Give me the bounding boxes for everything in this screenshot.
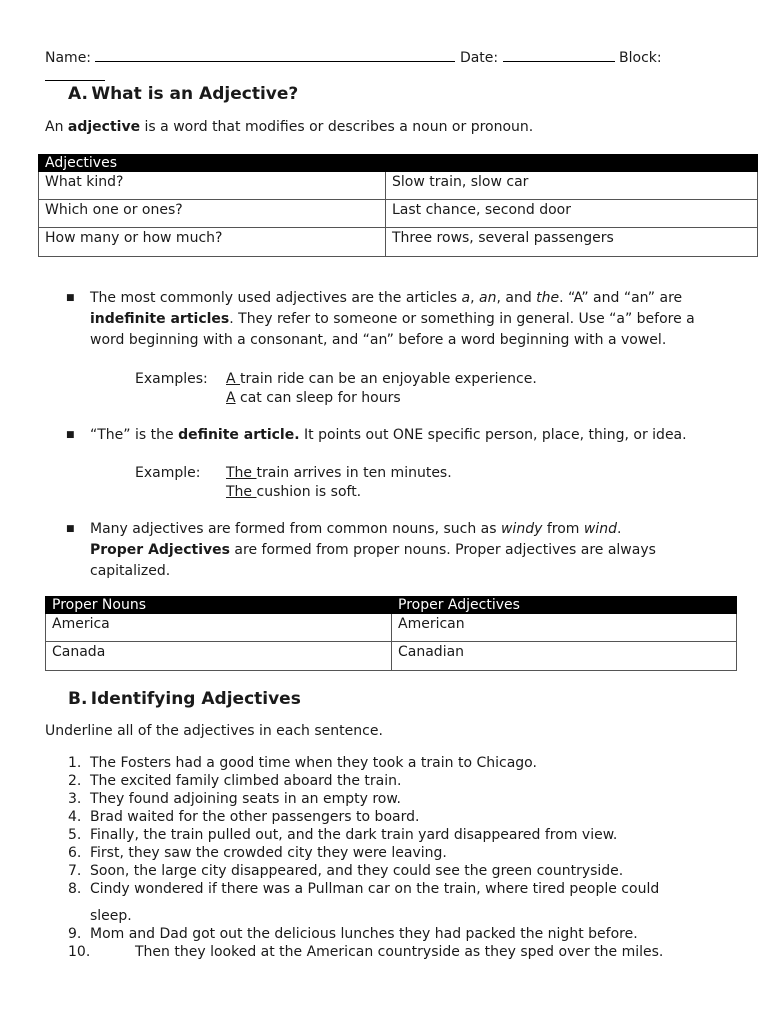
sentence-list	[45, 754, 745, 961]
list-item: 4. Brad waited for the other passengers to board.	[68, 809, 420, 825]
proper-adjectives-header: Proper Adjectives	[392, 597, 737, 614]
example-line: The cushion is soft.	[226, 484, 362, 500]
table-row: How many or how much? Three rows, several passengers	[39, 228, 758, 257]
section-b-title: B. Identifying Adjectives	[68, 689, 301, 709]
example-label: Example:	[135, 465, 201, 481]
adjectives-table-header: Adjectives	[39, 155, 758, 172]
bullet-icon: ■	[66, 293, 75, 303]
header-row	[45, 47, 662, 66]
proper-adjectives-table	[45, 596, 737, 671]
table-row: Which one or ones? Last chance, second door	[39, 200, 758, 228]
date-blank[interactable]	[503, 47, 615, 62]
proper-nouns-header: Proper Nouns	[46, 597, 392, 614]
bullet-indefinite-articles: The most commonly used adjectives are the articles a, an, and the. “A” and “an” are indefinite articles. They refer to someone or something in general. Use “a” before a word beginning with a consonant, and “an” before a word beginning with a vowel.	[90, 290, 695, 348]
list-item: 5. Finally, the train pulled out, and the dark train yard disappeared from view.	[68, 827, 618, 843]
name-blank[interactable]	[95, 47, 455, 62]
list-item: 8. Cindy wondered if there was a Pullman car on the train, where tired people could	[68, 881, 660, 897]
block-blank[interactable]	[45, 66, 105, 81]
example-line: A cat can sleep for hours	[226, 390, 401, 406]
name-label: Name:	[45, 50, 92, 66]
date-label: Date:	[459, 50, 499, 66]
adjectives-table	[38, 154, 758, 257]
bullet-definite-article: “The” is the definite article. It points out ONE specific person, place, thing, or idea.	[90, 427, 687, 443]
adjective-definition: An adjective is a word that modifies or describes a noun or pronoun.	[45, 119, 534, 135]
example-line: The train arrives in ten minutes.	[226, 465, 452, 481]
table-row: What kind? Slow train, slow car	[39, 172, 758, 200]
list-item: 2. The excited family climbed aboard the train.	[68, 773, 402, 789]
bullet-icon: ■	[66, 430, 75, 440]
list-item: 10. Then they looked at the American countryside as they sped over the miles.	[68, 944, 664, 960]
instruction: Underline all of the adjectives in each sentence.	[45, 723, 383, 739]
list-item: 6. First, they saw the crowded city they were leaving.	[68, 845, 447, 861]
table-row: Canada Canadian	[46, 642, 737, 671]
section-a-title: A. What is an Adjective?	[68, 84, 299, 104]
list-item: 1. The Fosters had a good time when they took a train to Chicago.	[68, 755, 537, 771]
bullet-proper-adjectives: Many adjectives are formed from common nouns, such as windy from wind. Proper Adjectives are formed from proper nouns. Proper adjectives are always capitalized.	[90, 521, 656, 579]
table-row: America American	[46, 614, 737, 642]
bullet-icon: ■	[66, 524, 75, 534]
list-item: 3. They found adjoining seats in an empty row.	[68, 791, 401, 807]
list-item: 7. Soon, the large city disappeared, and they could see the green countryside.	[68, 863, 624, 879]
block-label: Block:	[619, 50, 662, 66]
example-line: A train ride can be an enjoyable experience.	[226, 371, 537, 387]
list-item: sleep.	[90, 908, 132, 924]
examples-label: Examples:	[135, 371, 208, 387]
list-item: 9. Mom and Dad got out the delicious lunches they had packed the night before.	[68, 926, 638, 942]
